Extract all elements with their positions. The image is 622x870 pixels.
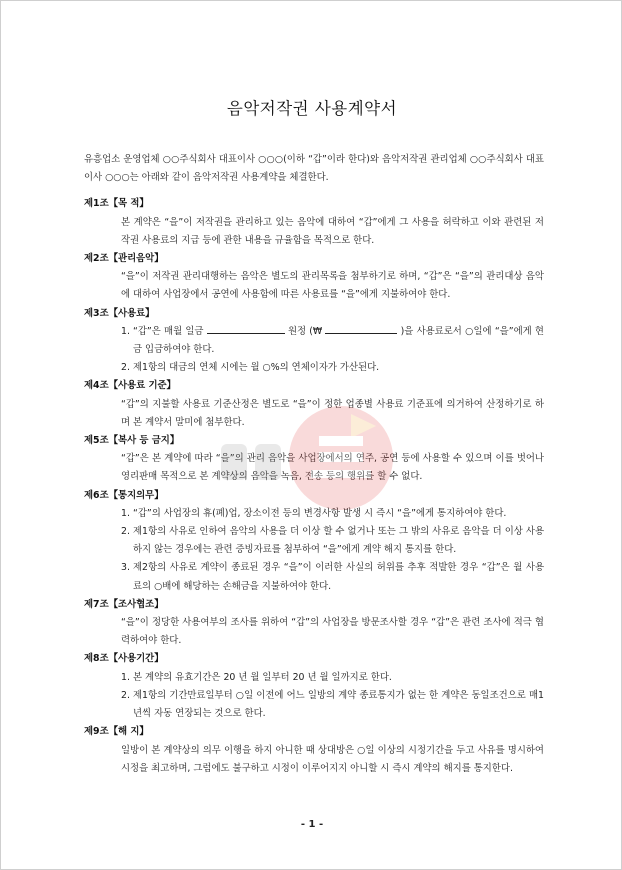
article-3 — [84, 305, 544, 378]
list-item — [121, 505, 544, 523]
article-item-list — [84, 669, 544, 724]
article-item-list — [84, 323, 544, 378]
article-8 — [84, 650, 544, 723]
amount-figure-blank-field[interactable] — [325, 323, 397, 334]
list-item — [121, 669, 544, 687]
item-text: “갑”은 매월 일금 — [133, 325, 204, 337]
article-text: 일방이 본 계약상의 의무 이행을 하지 아니한 때 상대방은 ○일 이상의 시정기간을 두고 사유를 명시하여 시정을 최고하며, 그럼에도 불구하고 시정이 이루어지지 아니할 시 즉시 계약의 해지를 통지한다. — [121, 744, 544, 774]
document-body — [84, 151, 544, 778]
item-number: 1. — [121, 507, 130, 519]
article-5 — [84, 432, 544, 487]
article-item-list — [84, 505, 544, 596]
article-text: 본 계약은 “을”이 저작권을 관리하고 있는 음악에 대하여 “갑”에게 그 사용을 허락하고 이와 관련된 저작권 사용료의 지급 등에 관한 내용을 규율함을 목적으로 한다. — [121, 216, 544, 246]
article-heading: 제1조【목 적】 — [84, 198, 149, 210]
item-text: )을 사용료로서 ○일에 “을”에게 현금 입금하여야 한다. — [133, 325, 544, 356]
article-heading: 제4조【사용료 기준】 — [84, 380, 176, 392]
article-heading: 제9조【해 지】 — [84, 726, 149, 738]
amount-blank-field[interactable] — [207, 323, 285, 334]
article-9 — [84, 723, 544, 778]
article-text: “을”이 저작권 관리대행하는 음악은 별도의 관리목록을 첨부하기로 하며, “갑”은 “을”의 관리대상 음악에 대하여 사업장에서 공연에 사용함에 따른 사용료를 “을”에게 지불하여야 한다. — [121, 271, 544, 301]
item-number: 2. — [121, 526, 130, 538]
list-item — [121, 687, 544, 723]
article-heading: 제7조【조사협조】 — [84, 598, 164, 610]
article-heading: 제5조【복사 등 금지】 — [84, 435, 180, 447]
item-text: 본 계약의 유효기간은 20 년 월 일부터 20 년 월 일까지로 한다. — [133, 671, 392, 683]
item-text: 원정 (₩ — [287, 325, 323, 337]
item-text: “갑”의 사업장의 휴(폐)업, 장소이전 등의 변경사항 발생 시 즉시 “을”에게 통지하여야 한다. — [133, 507, 507, 519]
article-heading: 제3조【사용료】 — [84, 307, 155, 319]
article-heading: 제2조【관리음악】 — [84, 253, 164, 265]
item-number: 1. — [121, 671, 130, 683]
list-item — [121, 523, 544, 559]
item-text: 제2항의 사유로 계약이 종료된 경우 “을”이 이러한 사실의 허위를 추후 적발한 경우 “갑”은 월 사용료의 ○배에 해당하는 손해금을 지불하여야 한다. — [133, 562, 544, 592]
article-heading: 제8조【사용기간】 — [84, 653, 164, 665]
item-text: 제1항의 기간만료일부터 ○일 이전에 어느 일방의 계약 종료통지가 없는 한 계약은 동일조건으로 매1년씩 자동 연장되는 것으로 한다. — [133, 689, 544, 720]
page-number: - 1 - — [300, 819, 324, 830]
list-item — [121, 359, 544, 377]
article-7 — [84, 596, 544, 651]
article-4 — [84, 377, 544, 432]
item-number: 2. — [121, 689, 130, 701]
item-number: 1. — [121, 325, 130, 337]
article-heading: 제6조【통지의무】 — [84, 489, 164, 501]
article-text: “갑”의 지불할 사용료 기준산정은 별도로 “을”이 정한 업종별 사용료 기준표에 의거하여 산정하기로 하며 본 계약서 말미에 첨부한다. — [121, 398, 544, 428]
list-item — [121, 559, 544, 595]
article-2 — [84, 250, 544, 305]
document-title: 음악저작권 사용계약서 — [226, 99, 398, 118]
article-text: “갑”은 본 계약에 따라 “을”의 관리 음악을 사업장에서의 연주, 공연 등에 사용할 수 있으며 이를 벗어나 영리판매 목적으로 본 계약상의 음악을 녹음, 전송 등의 행위를 할 수 없다. — [121, 453, 544, 483]
item-text: 제1항의 대금의 연체 시에는 월 ○%의 연체이자가 가산된다. — [133, 362, 380, 374]
item-text: 제1항의 사유로 인하여 음악의 사용을 더 이상 할 수 없거나 또는 그 밖의 사유로 음악을 더 이상 사용하지 않는 경우에는 관련 증빙자료를 첨부하여 “을”에게 계약 해지 통지를 한다. — [133, 526, 544, 556]
item-number: 3. — [121, 562, 130, 574]
item-number: 2. — [121, 362, 130, 374]
article-1 — [84, 195, 544, 250]
article-text: “을”이 정당한 사용여부의 조사를 위하여 “갑”의 사업장을 방문조사할 경우 “갑”은 관련 조사에 적극 협력하여야 한다. — [121, 617, 544, 647]
list-item — [121, 323, 544, 359]
intro-paragraph: 유흥업소 운영업체 ○○주식회사 대표이사 ○○○(이하 “갑”이라 한다)와 음악저작권 관리업체 ○○주식회사 대표이사 ○○○는 아래와 같이 음악저작권 사용계약을 체결한다. — [84, 154, 544, 184]
article-6 — [84, 487, 544, 596]
